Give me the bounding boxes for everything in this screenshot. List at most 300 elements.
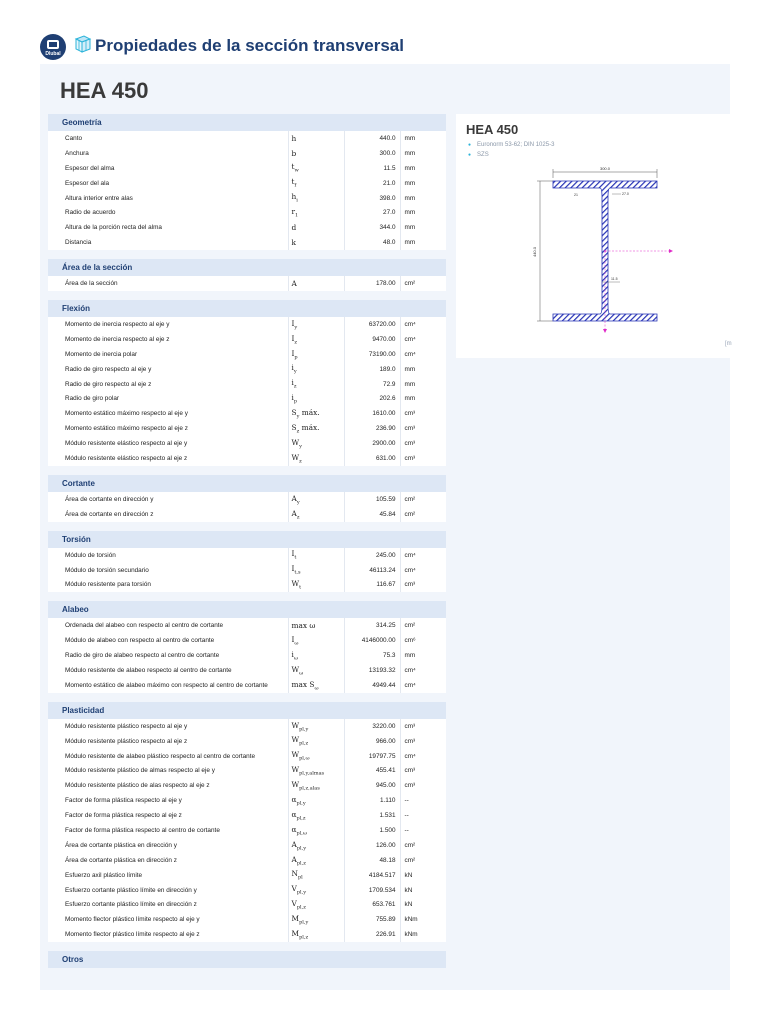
property-row (48, 577, 446, 592)
symbol-base: W (291, 750, 300, 760)
property-description: Radio de giro respecto al eje y (48, 362, 288, 377)
property-unit: cm² (400, 492, 446, 507)
property-unit: kN (400, 898, 446, 913)
symbol-base: α (291, 824, 297, 834)
symbol-base: i (291, 393, 294, 403)
web-thickness-label: 11.5 (611, 277, 618, 281)
property-row (48, 719, 446, 734)
property-value: 440.0 (344, 131, 400, 146)
property-symbol (288, 317, 344, 332)
group-header (48, 114, 446, 131)
property-description: Esfuerzo axil plástico límite (48, 868, 288, 883)
property-unit: mm (400, 648, 446, 663)
property-symbol (288, 912, 344, 927)
radius-label: 27.0 (622, 192, 629, 196)
property-description: Momento de inercia polar (48, 347, 288, 362)
property-value: 1.531 (344, 808, 400, 823)
symbol-subscript: pl,z (296, 860, 306, 867)
property-symbol (288, 362, 344, 377)
group-title: Flexión (48, 300, 446, 317)
property-description: Área de cortante en dirección y (48, 492, 288, 507)
property-description: Radio de giro de alabeo respecto al centro de cortante (48, 648, 288, 663)
property-description: Altura de la porción recta del alma (48, 220, 288, 235)
property-value: 13193.32 (344, 663, 400, 678)
section-preview-card (456, 114, 730, 358)
property-symbol (288, 618, 344, 633)
property-symbol (288, 436, 344, 451)
property-value: 300.0 (344, 146, 400, 161)
property-value: 755.89 (344, 912, 400, 927)
property-row (48, 823, 446, 838)
symbol-subscript: pl (297, 874, 303, 881)
property-symbol (288, 563, 344, 578)
property-unit: mm (400, 146, 446, 161)
property-description: Área de cortante plástica en dirección z (48, 853, 288, 868)
group-spacer (48, 592, 446, 601)
property-unit: cm⁴ (400, 749, 446, 764)
property-symbol (288, 749, 344, 764)
symbol-subscript: pl,y (296, 800, 306, 807)
dlubal-logo (40, 34, 66, 60)
symbol-base: W (291, 780, 300, 790)
property-description: Anchura (48, 146, 288, 161)
property-symbol (288, 808, 344, 823)
property-symbol (288, 492, 344, 507)
symbol-base: N (291, 869, 298, 879)
property-unit: kN (400, 868, 446, 883)
symbol-base: h (291, 133, 297, 143)
property-row (48, 421, 446, 436)
property-value: 314.25 (344, 618, 400, 633)
group-spacer-cell (48, 942, 446, 951)
group-title: Alabeo (48, 601, 446, 618)
symbol-subscript: pl,y,almas (299, 770, 325, 777)
group-spacer (48, 693, 446, 702)
norm-list (468, 142, 554, 162)
property-description: Módulo resistente plástico de alas respecto al eje z (48, 778, 288, 793)
property-unit: mm (400, 161, 446, 176)
property-row (48, 146, 446, 161)
property-row (48, 868, 446, 883)
property-row (48, 734, 446, 749)
property-symbol (288, 648, 344, 663)
property-unit: cm³ (400, 451, 446, 466)
property-description: Módulo resistente de alabeo plástico respecto al centro de cortante (48, 749, 288, 764)
symbol-subscript: t (299, 584, 302, 591)
property-row (48, 633, 446, 648)
property-symbol (288, 823, 344, 838)
symbol-base: A (291, 854, 297, 864)
symbol-subscript: pl,z,alas (299, 785, 320, 792)
group-header (48, 951, 446, 968)
property-description: Momento flector plástico límite respecto al eje z (48, 927, 288, 942)
property-symbol (288, 778, 344, 793)
symbol-subscript: y (296, 499, 300, 506)
property-unit: mm (400, 205, 446, 220)
property-row (48, 377, 446, 392)
property-value: 631.00 (344, 451, 400, 466)
property-row (48, 451, 446, 466)
property-unit: mm (400, 220, 446, 235)
property-value: 116.67 (344, 577, 400, 592)
symbol-subscript: pl,z (296, 815, 306, 822)
property-row (48, 764, 446, 779)
property-value: 4949.44 (344, 678, 400, 693)
property-symbol (288, 764, 344, 779)
symbol-base: M (291, 929, 300, 938)
property-row (48, 563, 446, 578)
property-value: 4184.517 (344, 868, 400, 883)
card-note: [m (725, 341, 732, 347)
group-title: Área de la sección (48, 259, 446, 276)
property-value: 105.59 (344, 492, 400, 507)
property-symbol (288, 451, 344, 466)
symbol-subscript: z (299, 458, 302, 465)
property-unit: kNm (400, 927, 446, 942)
property-value: 73190.00 (344, 347, 400, 362)
property-unit: mm (400, 391, 446, 406)
property-symbol (288, 548, 344, 563)
symbol-base: I (291, 634, 295, 644)
property-description: Módulo resistente elástico respecto al eje z (48, 451, 288, 466)
property-row (48, 507, 446, 522)
symbol-subscript: ω (294, 640, 299, 647)
property-symbol (288, 347, 344, 362)
property-description: Radio de giro polar (48, 391, 288, 406)
property-value: 72.9 (344, 377, 400, 392)
property-symbol (288, 577, 344, 592)
cross-section-cube-icon (72, 34, 92, 54)
property-row (48, 853, 446, 868)
property-unit: mm (400, 377, 446, 392)
property-value: 19797.75 (344, 749, 400, 764)
property-value: 1.110 (344, 793, 400, 808)
symbol-base: max S (291, 679, 315, 689)
property-unit: mm (400, 235, 446, 250)
property-row (48, 618, 446, 633)
property-row (48, 131, 446, 146)
property-symbol (288, 793, 344, 808)
property-description: Área de cortante en dirección z (48, 507, 288, 522)
group-spacer (48, 466, 446, 475)
property-row (48, 678, 446, 693)
property-description: Módulo de torsión secundario (48, 563, 288, 578)
symbol-base: h (291, 192, 297, 202)
symbol-base: r (291, 207, 296, 217)
property-description: Momento estático máximo respecto al eje y (48, 406, 288, 421)
symbol-base: A (291, 839, 297, 849)
symbol-base: W (291, 765, 300, 775)
norm-item: ● Euronorm 53-62; DIN 1025-3 (468, 142, 554, 152)
symbol-base: t (291, 162, 295, 172)
property-value: 455.41 (344, 764, 400, 779)
property-symbol (288, 377, 344, 392)
property-unit: cm⁶ (400, 633, 446, 648)
symbol-base: α (291, 809, 297, 819)
property-row (48, 391, 446, 406)
symbol-base: V (291, 884, 297, 894)
symbol-base: A (291, 279, 297, 289)
symbol-subscript: z (293, 383, 297, 390)
group-header (48, 259, 446, 276)
symbol-base: A (291, 508, 297, 518)
symbol-subscript: i (296, 197, 298, 204)
symbol-subscript: pl,y (299, 919, 309, 926)
property-row (48, 927, 446, 942)
symbol-base: i (291, 378, 294, 388)
property-description: Distancia (48, 235, 288, 250)
property-unit: cm³ (400, 436, 446, 451)
group-title: Otros (48, 951, 446, 968)
property-description: Momento de inercia respecto al eje y (48, 317, 288, 332)
property-row (48, 883, 446, 898)
property-value: 226.91 (344, 927, 400, 942)
property-value: 344.0 (344, 220, 400, 235)
property-value: 1709.534 (344, 883, 400, 898)
property-description: Espesor del alma (48, 161, 288, 176)
symbol-subscript: pl,z (299, 934, 309, 941)
property-symbol (288, 678, 344, 693)
group-spacer-cell (48, 250, 446, 259)
property-symbol (288, 853, 344, 868)
property-symbol (288, 406, 344, 421)
symbol-base: S (291, 422, 297, 432)
symbol-base: M (291, 914, 300, 924)
property-description: Módulo resistente de alabeo respecto al centro de cortante (48, 663, 288, 678)
symbol-subscript: p (293, 398, 298, 405)
property-description: Canto (48, 131, 288, 146)
property-description: Área de cortante plástica en dirección y (48, 838, 288, 853)
property-value: 27.0 (344, 205, 400, 220)
property-description: Módulo resistente para torsión (48, 577, 288, 592)
property-value: 245.00 (344, 548, 400, 563)
symbol-subscript: z (296, 513, 300, 520)
section-name: HEA 450 (60, 78, 149, 103)
property-unit: kN (400, 883, 446, 898)
property-unit: cm³ (400, 764, 446, 779)
property-row (48, 838, 446, 853)
property-symbol (288, 276, 344, 291)
property-unit: cm⁴ (400, 548, 446, 563)
property-description: Área de la sección (48, 276, 288, 291)
property-row (48, 176, 446, 191)
property-symbol (288, 868, 344, 883)
property-value: 126.00 (344, 838, 400, 853)
flange-thickness-label: 21 (574, 193, 578, 197)
property-symbol (288, 176, 344, 191)
property-value: 398.0 (344, 191, 400, 206)
property-symbol (288, 898, 344, 913)
tail-spacer-cell (48, 968, 446, 977)
property-row (48, 492, 446, 507)
group-header (48, 601, 446, 618)
property-unit: cm² (400, 838, 446, 853)
property-value: 11.5 (344, 161, 400, 176)
symbol-base: I (291, 348, 295, 358)
property-value: 1.500 (344, 823, 400, 838)
symbol-base: W (291, 664, 300, 674)
symbol-subscript: t,s (294, 569, 301, 576)
symbol-subscript: ω (314, 685, 319, 692)
symbol-subscript: pl,z (296, 904, 306, 911)
group-spacer (48, 522, 446, 531)
symbol-subscript: y (294, 324, 298, 331)
property-unit: cm⁴ (400, 663, 446, 678)
symbol-subscript: pl,ω (296, 830, 307, 837)
symbol-base: b (291, 148, 297, 158)
group-header (48, 702, 446, 719)
property-value: 21.0 (344, 176, 400, 191)
symbol-base: A (291, 493, 297, 503)
property-description: Factor de forma plástica respecto al centro de cortante (48, 823, 288, 838)
property-symbol (288, 131, 344, 146)
property-unit: cm² (400, 853, 446, 868)
property-description: Esfuerzo cortante plástico límite en dirección z (48, 898, 288, 913)
property-symbol (288, 663, 344, 678)
property-description: Espesor del ala (48, 176, 288, 191)
symbol-base: t (291, 177, 295, 187)
properties-table-wrap (48, 114, 446, 977)
property-unit: mm (400, 191, 446, 206)
property-description: Módulo resistente plástico respecto al eje y (48, 719, 288, 734)
property-symbol (288, 927, 344, 942)
property-symbol (288, 838, 344, 853)
property-unit: cm⁴ (400, 678, 446, 693)
card-title: HEA 450 (466, 122, 519, 137)
symbol-subscript: pl,ω (299, 755, 310, 762)
symbol-base: W (291, 720, 300, 730)
symbol-base: W (291, 735, 300, 745)
property-symbol (288, 507, 344, 522)
property-unit: mm (400, 362, 446, 377)
group-header (48, 531, 446, 548)
property-symbol (288, 191, 344, 206)
property-description: Ordenada del alabeo con respecto al centro de cortante (48, 618, 288, 633)
group-title: Torsión (48, 531, 446, 548)
property-unit: cm⁴ (400, 332, 446, 347)
group-spacer-cell (48, 466, 446, 475)
property-value: 3220.00 (344, 719, 400, 734)
property-row (48, 205, 446, 220)
symbol-base: i (291, 649, 294, 659)
property-symbol (288, 719, 344, 734)
property-symbol (288, 391, 344, 406)
symbol-subscript: y (299, 443, 302, 450)
property-row (48, 436, 446, 451)
group-spacer (48, 942, 446, 951)
property-unit: cm² (400, 276, 446, 291)
property-description: Esfuerzo cortante plástico límite en dirección y (48, 883, 288, 898)
property-symbol (288, 205, 344, 220)
property-description: Factor de forma plástica respecto al eje z (48, 808, 288, 823)
property-value: 653.761 (344, 898, 400, 913)
property-value: 63720.00 (344, 317, 400, 332)
symbol-subscript: p (294, 353, 298, 360)
property-value: 2900.00 (344, 436, 400, 451)
property-unit: cm³ (400, 406, 446, 421)
symbol-base: W (291, 579, 300, 589)
symbol-base: I (291, 333, 295, 343)
property-row (48, 161, 446, 176)
symbol-subscript: ω (299, 670, 304, 677)
property-unit: cm² (400, 507, 446, 522)
property-unit: cm⁴ (400, 563, 446, 578)
property-unit: cm³ (400, 719, 446, 734)
property-row (48, 317, 446, 332)
property-value: 202.6 (344, 391, 400, 406)
symbol-subscript: pl,z (299, 740, 309, 747)
property-value: 48.0 (344, 235, 400, 250)
symbol-subscript: pl,y (296, 889, 307, 896)
property-row (48, 362, 446, 377)
symbol-subscript: t (294, 554, 297, 561)
property-unit: cm² (400, 618, 446, 633)
property-description: Momento flector plástico límite respecto al eje y (48, 912, 288, 927)
page-title: Propiedades de la sección transversal (95, 36, 404, 55)
property-unit: cm³ (400, 577, 446, 592)
property-value: 46113.24 (344, 563, 400, 578)
property-symbol (288, 146, 344, 161)
property-unit: cm³ (400, 421, 446, 436)
group-title: Geometría (48, 114, 446, 131)
logo-mark-icon (47, 40, 59, 49)
property-unit: cm⁴ (400, 317, 446, 332)
symbol-suffix: máx. (299, 408, 320, 418)
property-value: 189.0 (344, 362, 400, 377)
symbol-subscript: y (293, 368, 297, 375)
symbol-base: W (291, 452, 300, 462)
property-unit: cm³ (400, 778, 446, 793)
property-value: 48.18 (344, 853, 400, 868)
property-unit: mm (400, 131, 446, 146)
property-value: 1610.00 (344, 406, 400, 421)
property-symbol (288, 161, 344, 176)
property-row (48, 793, 446, 808)
property-description: Momento de inercia respecto al eje z (48, 332, 288, 347)
property-row (48, 191, 446, 206)
property-unit: -- (400, 808, 446, 823)
property-symbol (288, 332, 344, 347)
group-spacer-cell (48, 291, 446, 300)
property-value: 45.84 (344, 507, 400, 522)
property-row (48, 898, 446, 913)
property-description: Radio de acuerdo (48, 205, 288, 220)
property-symbol (288, 220, 344, 235)
property-row (48, 332, 446, 347)
property-description: Módulo de torsión (48, 548, 288, 563)
symbol-subscript: w (294, 167, 299, 174)
property-symbol (288, 235, 344, 250)
property-row (48, 808, 446, 823)
group-title: Cortante (48, 475, 446, 492)
property-description: Radio de giro respecto al eje z (48, 377, 288, 392)
property-row (48, 548, 446, 563)
property-row (48, 749, 446, 764)
property-description: Momento estático de alabeo máximo con respecto al centro de cortante (48, 678, 288, 693)
group-spacer (48, 291, 446, 300)
symbol-subscript: y (296, 413, 300, 420)
property-symbol (288, 883, 344, 898)
property-value: 178.00 (344, 276, 400, 291)
symbol-base: W (291, 437, 300, 447)
property-description: Módulo resistente plástico de almas respecto al eje y (48, 764, 288, 779)
table-tail-spacer (48, 968, 446, 977)
group-spacer-cell (48, 522, 446, 531)
symbol-subscript: ω (293, 655, 298, 662)
symbol-base: k (291, 238, 296, 248)
property-description: Módulo de alabeo con respecto al centro de cortante (48, 633, 288, 648)
symbol-base: d (291, 223, 297, 233)
